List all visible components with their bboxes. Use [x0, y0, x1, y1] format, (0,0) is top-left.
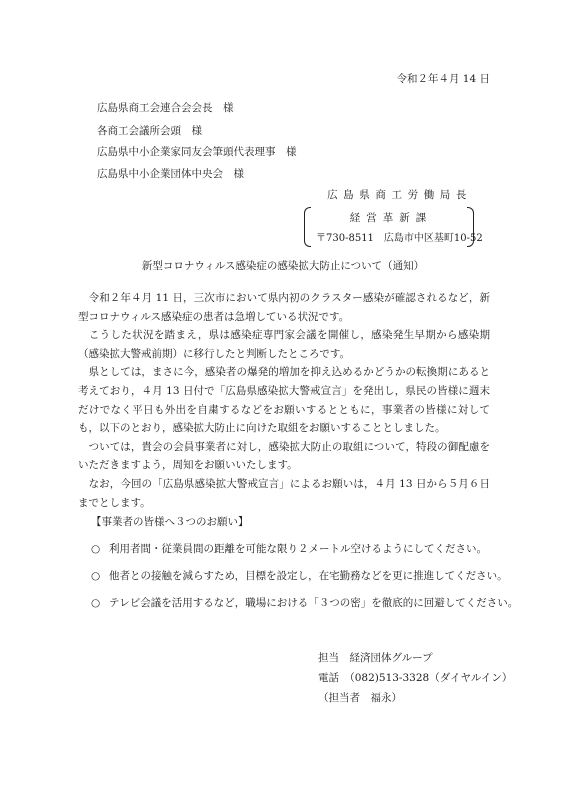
contact-division: 担当 経済団体グループ	[318, 652, 433, 664]
body-paragraph: なお，今回の「広島県感染拡大警戒宣言」によるお願いは，４月 13 日から５月６日までとします。	[78, 477, 490, 509]
circle-bullet-icon: ○	[91, 597, 101, 609]
document-subject: 新型コロナウィルス感染症の感染拡大防止について（通知）	[141, 260, 425, 272]
request-item: ○ テレビ会議を活用するなど，職場における「３つの密」を徹底的に回避してください。	[91, 597, 519, 609]
document-date: 令和２年４月 14 日	[396, 73, 490, 85]
sender-postal-address: 〒730-8511 広島市中区基町10-52	[316, 233, 483, 244]
addressee-2: 各商工会議所会頭 様	[97, 125, 202, 137]
document-body	[78, 289, 490, 512]
body-paragraph: ついては，貴会の会員事業者に対し，感染拡大防止の取組について，特段の御配慮をいただきますよう，周知をお願いいたします。	[78, 440, 490, 472]
circle-bullet-icon: ○	[91, 570, 101, 582]
sender-section: 経営革新課	[349, 212, 433, 224]
addressee-1: 広島県商工会連合会会長 様	[97, 102, 234, 114]
left-bracket	[304, 207, 311, 247]
sender-organization: 広島県商工労働局長	[327, 189, 472, 201]
request-item: ○ 利用者間・従業員間の距離を可能な限り２メートル空けるようにしてください。	[91, 543, 487, 555]
sender-bracket-box	[296, 207, 483, 247]
request-item: ○ 他者との接触を減らすため，目標を設定し，在宅勤務などを更に推進してください。	[91, 570, 508, 582]
contact-person: （担当者 福永）	[318, 692, 402, 704]
circle-bullet-icon: ○	[91, 543, 101, 555]
body-paragraph: 令和２年４月 11 日，三次市において県内初のクラスター感染が確認されるなど，新型コロナウィルス感染症の患者は急増している状況です。	[78, 292, 490, 323]
body-paragraph: こうした状況を踏まえ，県は感染症専門家会議を開催し，感染発生早期から感染期（感染拡大警戒前期）に移行したと判断したところです。	[78, 329, 490, 360]
addressee-4: 広島県中小企業団体中央会 様	[97, 168, 244, 180]
sender-block	[296, 187, 483, 247]
body-paragraph: 県としては，まさに今，感染者の爆発的増加を抑え込めるかどうかの転換期にあると考えており，４月 13 日付で「広島県感染拡大警戒宣言」を発出し，県民の皆様に週末だけでなく平日も外出を自粛するなどをお願いするとともに，事業者の皆様に対しても，以下のとおり，感染拡大防止に向けた取組をお願いすることとしました。	[78, 366, 491, 435]
requests-heading: 【事業者の皆様へ３つのお願い】	[91, 516, 249, 528]
contact-phone: 電話 （082)513-3328（ダイヤルイン）	[318, 672, 513, 684]
addressee-3: 広島県中小企業家同友会筆頭代表理事 様	[97, 146, 297, 158]
